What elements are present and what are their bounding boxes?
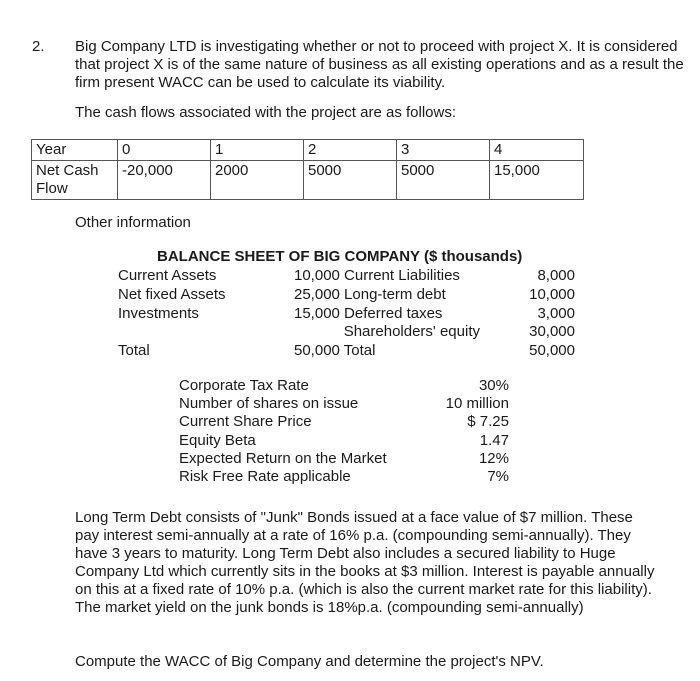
balance-sheet-row bbox=[118, 304, 575, 323]
long-term-debt-paragraph: Long Term Debt consists of "Junk" Bonds issued at a face value of $7 million. These pay interest semi-annually at a rate of 16% p.a. (compounding semi-annually). They have 3 years to maturity. Long Term Debt also includes a secured liability to Huge Company Ltd which currently sits in the books at $3 million. Interest is payable annually on this at a fixed rate of 10% p.a. (which is also the current market rate for this liability). The market yield on the junk bonds is 18%p.a. (compounding semi-annually) bbox=[75, 509, 655, 616]
table-row-net-cash-flow bbox=[32, 161, 584, 200]
cash-flow-cell: 2000 bbox=[211, 161, 304, 200]
asset-label: Net fixed Assets bbox=[118, 286, 226, 303]
info-value: 12% bbox=[478, 450, 509, 467]
cash-flow-cell: 5000 bbox=[304, 161, 397, 200]
asset-value-and-liability-label: 10,000 Current Liabilities bbox=[294, 267, 460, 284]
liability-value: 8,000 bbox=[537, 267, 575, 284]
cash-flow-cell: 5000 bbox=[397, 161, 490, 200]
info-label: Corporate Tax Rate bbox=[179, 377, 309, 394]
year-cell: 0 bbox=[118, 140, 211, 161]
company-info-row bbox=[179, 432, 509, 450]
info-label: Risk Free Rate applicable bbox=[179, 468, 351, 485]
question-number: 2. bbox=[32, 38, 45, 55]
info-value: 7% bbox=[487, 468, 509, 485]
info-value: 1.47 bbox=[479, 432, 509, 449]
question-intro: Big Company LTD is investigating whether or not to proceed with project X. It is considered that project X is of the same nature of business as all existing operations and as a result the firm present WACC can be used to calculate its viability. bbox=[75, 38, 684, 91]
cash-flow-cell: -20,000 bbox=[118, 161, 211, 200]
table-row-year bbox=[32, 140, 584, 161]
cash-flow-cell: 15,000 bbox=[490, 161, 584, 200]
cash-flow-intro: The cash flows associated with the project are as follows: bbox=[75, 104, 457, 121]
asset-value-and-liability-label: 50,000 Total bbox=[294, 342, 376, 359]
liability-label: Shareholders' equity bbox=[343, 323, 480, 340]
info-label: Number of shares on issue bbox=[179, 395, 359, 412]
company-info-row bbox=[179, 468, 509, 486]
asset-value-and-liability-label: 25,000 Long-term debt bbox=[294, 286, 446, 303]
company-info-row bbox=[179, 413, 509, 431]
info-value: 30% bbox=[478, 377, 509, 394]
balance-sheet-row bbox=[118, 266, 575, 285]
asset-label: Total bbox=[118, 342, 150, 359]
liability-value: 10,000 bbox=[529, 286, 575, 303]
net-cash-flow-label: Net Cash Flow bbox=[32, 161, 118, 200]
info-label: Current Share Price bbox=[179, 413, 312, 430]
cash-flow-table bbox=[31, 139, 584, 200]
asset-value-and-liability-label: 15,000 Deferred taxes bbox=[294, 305, 443, 322]
info-value: $ 7.25 bbox=[467, 413, 509, 430]
balance-sheet-row bbox=[118, 285, 575, 304]
year-cell: 2 bbox=[304, 140, 397, 161]
year-cell: 3 bbox=[397, 140, 490, 161]
asset-label: Investments bbox=[118, 305, 199, 322]
task-instruction: Compute the WACC of Big Company and determine the project's NPV. bbox=[75, 653, 544, 670]
liability-value: 50,000 bbox=[529, 342, 575, 359]
liability-value: 30,000 bbox=[529, 323, 575, 340]
info-value: 10 million bbox=[445, 395, 509, 412]
info-label: Equity Beta bbox=[179, 432, 256, 449]
asset-label: Current Assets bbox=[118, 267, 217, 284]
company-info-row bbox=[179, 395, 509, 413]
balance-sheet-title: BALANCE SHEET OF BIG COMPANY ($ thousands) bbox=[157, 248, 523, 265]
company-info-row bbox=[179, 377, 509, 395]
year-cell: 1 bbox=[211, 140, 304, 161]
year-label: Year bbox=[32, 140, 118, 161]
liability-value: 3,000 bbox=[537, 305, 575, 322]
year-cell: 4 bbox=[490, 140, 584, 161]
balance-sheet-row bbox=[118, 322, 575, 341]
balance-sheet-row bbox=[118, 341, 575, 360]
other-information-label: Other information bbox=[75, 214, 191, 231]
company-info-row bbox=[179, 450, 509, 468]
info-label: Expected Return on the Market bbox=[179, 450, 387, 467]
